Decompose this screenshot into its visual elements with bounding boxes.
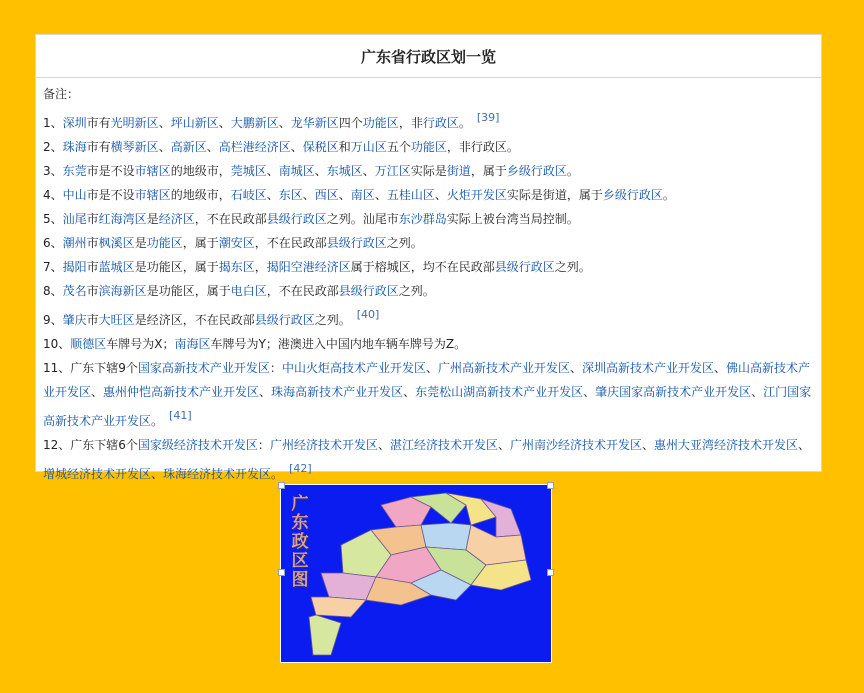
- map-region: [421, 523, 471, 550]
- note-item: [43, 135, 813, 159]
- note-text: 属于榕城区，均不在民政部: [350, 260, 495, 274]
- wiki-link[interactable]: 县级行政区: [326, 236, 387, 250]
- note-text: 5、: [43, 212, 63, 226]
- map-title-char: 东: [291, 513, 309, 533]
- note-text: 、: [206, 140, 219, 154]
- notes-body: [36, 78, 821, 486]
- note-text: 、: [362, 164, 375, 178]
- wiki-link[interactable]: 火炬开发区: [446, 188, 507, 202]
- province-map-graphic: [281, 485, 551, 662]
- citation-ref[interactable]: [42]: [289, 462, 312, 475]
- note-item: [43, 207, 813, 231]
- map-region: [309, 615, 341, 655]
- wiki-link[interactable]: 江门国家高新技术产业开发区: [43, 385, 812, 428]
- note-text: 市是不设: [86, 164, 135, 178]
- wiki-link[interactable]: 行政区: [422, 116, 459, 130]
- notes-list: [43, 106, 813, 486]
- note-text: 8、: [43, 284, 63, 298]
- note-text: 之列。: [554, 260, 591, 274]
- wiki-link[interactable]: 保税区: [302, 140, 339, 154]
- note-text: 1、: [43, 116, 63, 130]
- wiki-link[interactable]: 东沙群岛: [398, 212, 447, 226]
- resize-handle-left[interactable]: [278, 569, 285, 576]
- note-text: 、: [218, 116, 231, 130]
- note-item: [43, 159, 813, 183]
- wiki-link[interactable]: 东莞: [62, 164, 87, 178]
- wiki-link[interactable]: 五桂山区: [386, 188, 435, 202]
- note-text: 、: [338, 188, 351, 202]
- wiki-link[interactable]: 光明新区: [110, 116, 159, 130]
- wiki-link[interactable]: 高栏港经济区: [218, 140, 291, 154]
- note-item: [43, 433, 813, 486]
- wiki-link[interactable]: 县级行政区: [338, 284, 399, 298]
- wiki-link[interactable]: 东莞松山湖高新技术产业开发区: [415, 385, 584, 399]
- note-text: ，不在民政部: [194, 212, 267, 226]
- note-text: 2、: [43, 140, 63, 154]
- wiki-link[interactable]: 肇庆国家高新技术产业开发区: [595, 385, 752, 399]
- note-text: 、: [374, 188, 387, 202]
- note-text: 、: [158, 140, 171, 154]
- map-region: [311, 597, 366, 617]
- wiki-link[interactable]: 红海湾区: [98, 212, 147, 226]
- map-title: [289, 495, 311, 590]
- map-title-char: 区: [291, 551, 309, 571]
- wiki-link[interactable]: 中山: [62, 188, 87, 202]
- wiki-link[interactable]: 横琴新区: [110, 140, 159, 154]
- notes-label: 备注：: [43, 87, 80, 101]
- note-text: 4、: [43, 188, 63, 202]
- wiki-link[interactable]: 坪山新区: [170, 116, 219, 130]
- wiki-link[interactable]: 茂名: [62, 284, 87, 298]
- citation-ref[interactable]: [41]: [169, 409, 192, 422]
- wiki-link[interactable]: 县级行政区: [494, 260, 555, 274]
- wiki-link[interactable]: 功能区: [362, 116, 399, 130]
- wiki-link[interactable]: 龙华新区: [290, 116, 339, 130]
- note-text: 。: [662, 188, 675, 202]
- wiki-link[interactable]: 揭东区: [218, 260, 255, 274]
- guangdong-map-image[interactable]: [280, 484, 552, 663]
- map-title-char: 广: [291, 494, 309, 514]
- note-text: 是功能区，属于: [134, 260, 219, 274]
- note-text: 市有: [86, 140, 111, 154]
- wiki-link[interactable]: 顺德区: [70, 337, 107, 351]
- note-text: 、: [266, 188, 279, 202]
- note-text: 、: [302, 188, 315, 202]
- note-text: 和: [338, 140, 351, 154]
- wiki-link[interactable]: 惠州大亚湾经济技术开发区: [654, 438, 799, 452]
- note-text: 是经济区，不在民政部: [134, 313, 255, 327]
- note-item: [43, 303, 813, 332]
- map-title-char: 政: [291, 532, 309, 552]
- note-text: 9、: [43, 313, 63, 327]
- wiki-link[interactable]: 万山区: [350, 140, 387, 154]
- note-item: [43, 183, 813, 207]
- note-text: 的地级市，: [170, 164, 231, 178]
- note-text: 。: [566, 164, 579, 178]
- note-text: 、: [751, 385, 764, 399]
- wiki-link[interactable]: 电白区: [230, 284, 267, 298]
- note-text: 、: [377, 438, 390, 452]
- note-text: ：: [257, 438, 270, 452]
- note-text: 是: [146, 212, 159, 226]
- wiki-link[interactable]: 街道: [446, 164, 471, 178]
- note-text: ，属于: [470, 164, 507, 178]
- map-regions: [309, 493, 531, 655]
- citation-ref[interactable]: [40]: [356, 308, 380, 321]
- note-text: 市: [86, 284, 99, 298]
- note-text: 是: [134, 236, 147, 250]
- resize-handle-right[interactable]: [547, 569, 554, 576]
- note-item: [43, 106, 813, 135]
- note-item: [43, 332, 813, 356]
- wiki-link[interactable]: 湛江经济技术开发区: [389, 438, 498, 452]
- note-text: 、: [583, 385, 596, 399]
- wiki-link[interactable]: 莞城区: [230, 164, 267, 178]
- note-text: 、: [314, 164, 327, 178]
- wiki-link[interactable]: 揭阳: [62, 260, 87, 274]
- note-text: 车牌号为Y；港澳进入中国内地车辆车牌号为Z。: [210, 337, 467, 351]
- wiki-link[interactable]: 揭阳空港经济区: [266, 260, 351, 274]
- wiki-link[interactable]: 大旺区: [98, 313, 135, 327]
- note-text: 市是不设: [86, 188, 135, 202]
- wiki-link[interactable]: 高新区: [170, 140, 207, 154]
- note-text: 、: [425, 361, 438, 375]
- note-text: 、: [714, 361, 727, 375]
- note-text: 是功能区，属于: [146, 284, 231, 298]
- wiki-link[interactable]: 万江区: [374, 164, 411, 178]
- wiki-link[interactable]: 国家级经济技术开发区: [137, 438, 258, 452]
- note-text: 10、: [43, 337, 71, 351]
- wiki-link[interactable]: 珠海高新技术产业开发区: [271, 385, 404, 399]
- note-text: 市有: [86, 116, 111, 130]
- note-text: 、: [497, 438, 510, 452]
- wiki-link[interactable]: 市辖区: [134, 164, 171, 178]
- note-text: 市: [86, 313, 99, 327]
- note-text: 3、: [43, 164, 63, 178]
- note-text: 。: [151, 414, 164, 428]
- wiki-link[interactable]: 经济区: [158, 212, 195, 226]
- wiki-link[interactable]: 功能区: [146, 236, 183, 250]
- wiki-link[interactable]: 潮安区: [218, 236, 255, 250]
- wiki-link[interactable]: 惠州仲恺高新技术产业开发区: [103, 385, 260, 399]
- note-text: 、: [403, 385, 416, 399]
- note-text: ：: [269, 361, 282, 375]
- wiki-link[interactable]: 中山火炬高技术产业开发区: [281, 361, 426, 375]
- note-text: ，不在民政部: [266, 284, 339, 298]
- wiki-link[interactable]: 县级行政区: [254, 313, 315, 327]
- note-text: ，: [254, 260, 267, 274]
- note-text: 之列。: [386, 236, 423, 250]
- wiki-link[interactable]: 大鹏新区: [230, 116, 279, 130]
- wiki-link[interactable]: 县级行政区: [266, 212, 327, 226]
- wiki-link[interactable]: 功能区: [410, 140, 447, 154]
- note-text: 、: [259, 385, 272, 399]
- note-text: 、: [569, 361, 582, 375]
- note-text: 6、: [43, 236, 63, 250]
- note-text: 7、: [43, 260, 63, 274]
- wiki-link[interactable]: 深圳高新技术产业开发区: [582, 361, 715, 375]
- wiki-link[interactable]: 石岐区: [230, 188, 267, 202]
- note-text: 、: [290, 140, 303, 154]
- wiki-link[interactable]: 南海区: [174, 337, 211, 351]
- wiki-link[interactable]: 肇庆: [62, 313, 87, 327]
- note-text: 之列。汕尾市: [326, 212, 399, 226]
- wiki-link[interactable]: 佛山高新技术产业开发区: [43, 361, 811, 399]
- wiki-link[interactable]: 枫溪区: [98, 236, 135, 250]
- wiki-link[interactable]: 潮州: [62, 236, 87, 250]
- note-text: 12、广东下辖6个: [43, 438, 138, 452]
- note-text: ，非: [398, 116, 423, 130]
- note-text: 。: [458, 116, 471, 130]
- wiki-link[interactable]: 市辖区: [134, 188, 171, 202]
- note-text: ，不在民政部: [254, 236, 327, 250]
- note-text: 市: [86, 212, 99, 226]
- wiki-link[interactable]: 蓝城区: [98, 260, 135, 274]
- wiki-link[interactable]: 珠海: [62, 140, 87, 154]
- note-text: 之列。: [398, 284, 435, 298]
- wiki-link[interactable]: 增城经济技术开发区: [43, 467, 152, 481]
- panel-title: 广东省行政区划一览: [36, 35, 821, 78]
- note-text: 车牌号为X；: [106, 337, 175, 351]
- wiki-link[interactable]: 南城区: [278, 164, 315, 178]
- note-text: 11、广东下辖9个: [43, 361, 138, 375]
- wiki-link[interactable]: 珠海经济技术开发区: [163, 467, 272, 481]
- note-text: 实际上被台湾当局控制。: [446, 212, 579, 226]
- wiki-link[interactable]: 东区: [278, 188, 303, 202]
- map-title-char: 图: [291, 570, 309, 590]
- note-text: 、: [266, 164, 279, 178]
- wiki-link[interactable]: 东城区: [326, 164, 363, 178]
- note-text: ，非行政区。: [446, 140, 519, 154]
- note-item: [43, 279, 813, 303]
- note-text: 市: [86, 236, 99, 250]
- note-text: 的地级市，: [170, 188, 231, 202]
- wiki-link[interactable]: 深圳: [62, 116, 87, 130]
- wiki-link[interactable]: 广州经济技术开发区: [269, 438, 378, 452]
- wiki-link[interactable]: 汕尾: [62, 212, 87, 226]
- wiki-link[interactable]: 滨海新区: [98, 284, 147, 298]
- wiki-link[interactable]: 广州南沙经济技术开发区: [510, 438, 643, 452]
- resize-handle-top-left[interactable]: [278, 482, 285, 489]
- wiki-link[interactable]: 乡级行政区: [602, 188, 663, 202]
- note-text: 五个: [386, 140, 411, 154]
- note-text: 实际是: [410, 164, 447, 178]
- note-item: [43, 356, 813, 433]
- note-text: 、: [434, 188, 447, 202]
- note-text: 、: [151, 467, 164, 481]
- note-text: 四个: [338, 116, 363, 130]
- note-text: 、: [158, 116, 171, 130]
- note-text: 。: [271, 467, 284, 481]
- note-item: [43, 255, 813, 279]
- note-text: 、: [91, 385, 104, 399]
- wiki-link[interactable]: 西区: [314, 188, 339, 202]
- note-text: 实际是街道，属于: [506, 188, 603, 202]
- note-text: 、: [278, 116, 291, 130]
- resize-handle-top-right[interactable]: [547, 482, 554, 489]
- citation-ref[interactable]: [39]: [476, 111, 500, 124]
- note-text: ，属于: [182, 236, 219, 250]
- wiki-link[interactable]: 南区: [350, 188, 375, 202]
- wiki-link[interactable]: 国家高新技术产业开发区: [137, 361, 270, 375]
- wiki-link[interactable]: 乡级行政区: [506, 164, 567, 178]
- note-item: [43, 231, 813, 255]
- note-text: 之列。: [314, 313, 351, 327]
- wiki-link[interactable]: 广州高新技术产业开发区: [437, 361, 570, 375]
- note-text: 、: [642, 438, 655, 452]
- note-text: 市: [86, 260, 99, 274]
- note-text: 、: [798, 438, 811, 452]
- admin-division-panel: [35, 34, 822, 481]
